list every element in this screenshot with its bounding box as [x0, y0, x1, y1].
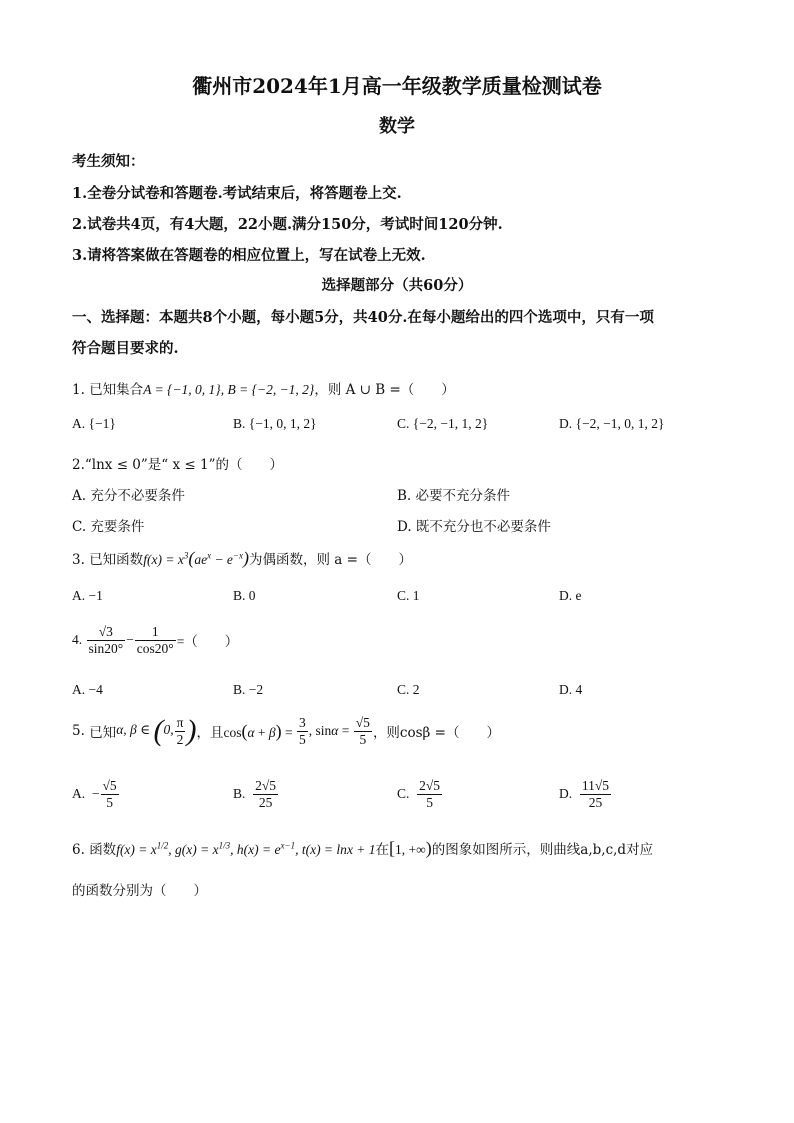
alpha-beta-range: α, β ∈ (0, $\frac{\pi}{2}$ ): [116, 714, 197, 747]
question-number: 6.: [72, 842, 85, 858]
question-number: 5.: [72, 723, 85, 739]
part-heading: 选择题部分（共60分）: [321, 277, 473, 294]
q4-option-c[interactable]: C. 2: [397, 682, 420, 697]
q3-option-a[interactable]: A. −1: [72, 588, 103, 603]
question-number: 1.: [72, 382, 85, 398]
q4-option-d[interactable]: D. 4: [559, 682, 583, 697]
question-4: 4. $\frac{√3}{\sin 20^\circ}$ − $\frac{1}{\cos 20^\circ}$ =（ ）: [72, 624, 239, 656]
question-5: 5. 已知α, β ∈ (0, $\frac{\pi}{2}$ )，且cos(α + β) = $\frac{3}{5}$ , sinα = $\frac{√5}{5}$ ，则cosβ =（ ）: [72, 714, 500, 747]
q1-option-a[interactable]: A. {−1}: [72, 416, 116, 431]
section-instructions-line1: 一、选择题：本题共8个小题，每小题5分，共40分.在每小题给出的四个选项中，只有一项: [72, 309, 654, 326]
given-conditions: cos(α + β) =: [223, 720, 297, 741]
question-stem-suffix: ，则 A ∪ B =（ ）: [314, 382, 455, 398]
interval: [1, +∞): [389, 838, 432, 858]
section-instructions-line2: 符合题目要求的.: [72, 340, 179, 357]
question-stem-prefix: 已知: [89, 725, 117, 741]
notice-heading: 考生须知：: [72, 153, 145, 170]
fraction-sqrt5-over-5: $\frac{√5}{5}$: [355, 714, 370, 747]
q1-option-b[interactable]: B. {−1, 0, 1, 2}: [233, 416, 317, 431]
notice-item-2: 2.试卷共4页，有4大题，22小题.满分150分，考试时间120分钟.: [72, 216, 503, 233]
q3-option-d[interactable]: D. e: [559, 588, 582, 603]
fraction-1-over-cos20: $\frac{1}{\cos 20^\circ}$: [136, 624, 174, 656]
question-stem-suffix: =（ ）: [176, 634, 239, 650]
question-1: [72, 378, 455, 398]
q4-option-a[interactable]: A. −4: [72, 682, 103, 697]
question-stem-prefix: 已知函数: [89, 552, 144, 568]
q3-option-c[interactable]: C. 1: [397, 588, 420, 603]
fraction-3-over-5: $\frac{3}{5}$: [299, 714, 306, 747]
question-6-line2: 的函数分别为（ ）: [72, 883, 207, 899]
function-expression: $f(x) = x^3(ae^x - e^{-x})$: [143, 548, 249, 568]
notice-item-1: 1.全卷分试卷和答题卷.考试结束后，将答题卷上交.: [72, 185, 402, 202]
q4-option-b[interactable]: B. −2: [233, 682, 264, 697]
question-stem-prefix: 函数: [89, 842, 117, 858]
question-number: 2.: [72, 457, 85, 473]
notice-item-3: 3.请将答案做在答题卷的相应位置上，写在试卷上无效.: [72, 247, 426, 264]
question-stem: “lnx ≤ 0”是“ x ≤ 1”的（ ）: [84, 457, 283, 473]
q2-option-d[interactable]: D. 既不充分也不必要条件: [397, 519, 551, 535]
q2-option-a[interactable]: A. 充分不必要条件: [72, 488, 185, 504]
question-stem-mid: 在: [375, 842, 390, 858]
question-stem-mid: ，且: [196, 725, 224, 741]
question-stem-suffix: ，则cosβ =（ ）: [372, 725, 500, 741]
question-stem-prefix: 已知集合: [89, 382, 144, 398]
subject-title: 数学: [379, 116, 415, 137]
question-2: [72, 453, 283, 473]
question-stem-math: A = {−1, 0, 1}, B = {−2, −1, 2}: [143, 382, 315, 397]
question-number: 3.: [72, 552, 85, 568]
question-number: 4.: [72, 632, 83, 648]
q5-option-c[interactable]: C. $\frac{2√5}{5}$: [397, 778, 441, 810]
q3-option-b[interactable]: B. 0: [233, 588, 256, 603]
fraction-sqrt3-over-sin20: $\frac{√3}{\sin 20^\circ}$: [88, 624, 124, 656]
q2-option-c[interactable]: C. 充要条件: [72, 519, 145, 535]
q5-option-d[interactable]: D. $\frac{11√5}{25}$: [559, 778, 610, 810]
function-definitions: $f(x) = x^{1/2}$, $g(x) = x^{1/3}$, $h(x) = e^{x-1}$, t(x) = lnx + 1: [116, 840, 376, 857]
q1-option-c[interactable]: C. {−2, −1, 1, 2}: [397, 416, 489, 431]
q2-option-b[interactable]: B. 必要不充分条件: [397, 488, 511, 504]
question-6: [72, 838, 653, 859]
question-stem-suffix: 的图象如图所示，则曲线a,b,c,d对应: [431, 842, 654, 858]
q5-option-b[interactable]: B. $\frac{2√5}{25}$: [233, 778, 277, 810]
question-stem-suffix: 为偶函数，则 a =（ ）: [249, 552, 412, 568]
q1-option-d[interactable]: D. {−2, −1, 0, 1, 2}: [559, 416, 665, 431]
question-3: [72, 548, 412, 569]
exam-title: 衢州市2024年1月高一年级教学质量检测试卷: [192, 74, 602, 98]
q5-option-a[interactable]: A. − $\frac{√5}{5}$: [72, 778, 117, 810]
